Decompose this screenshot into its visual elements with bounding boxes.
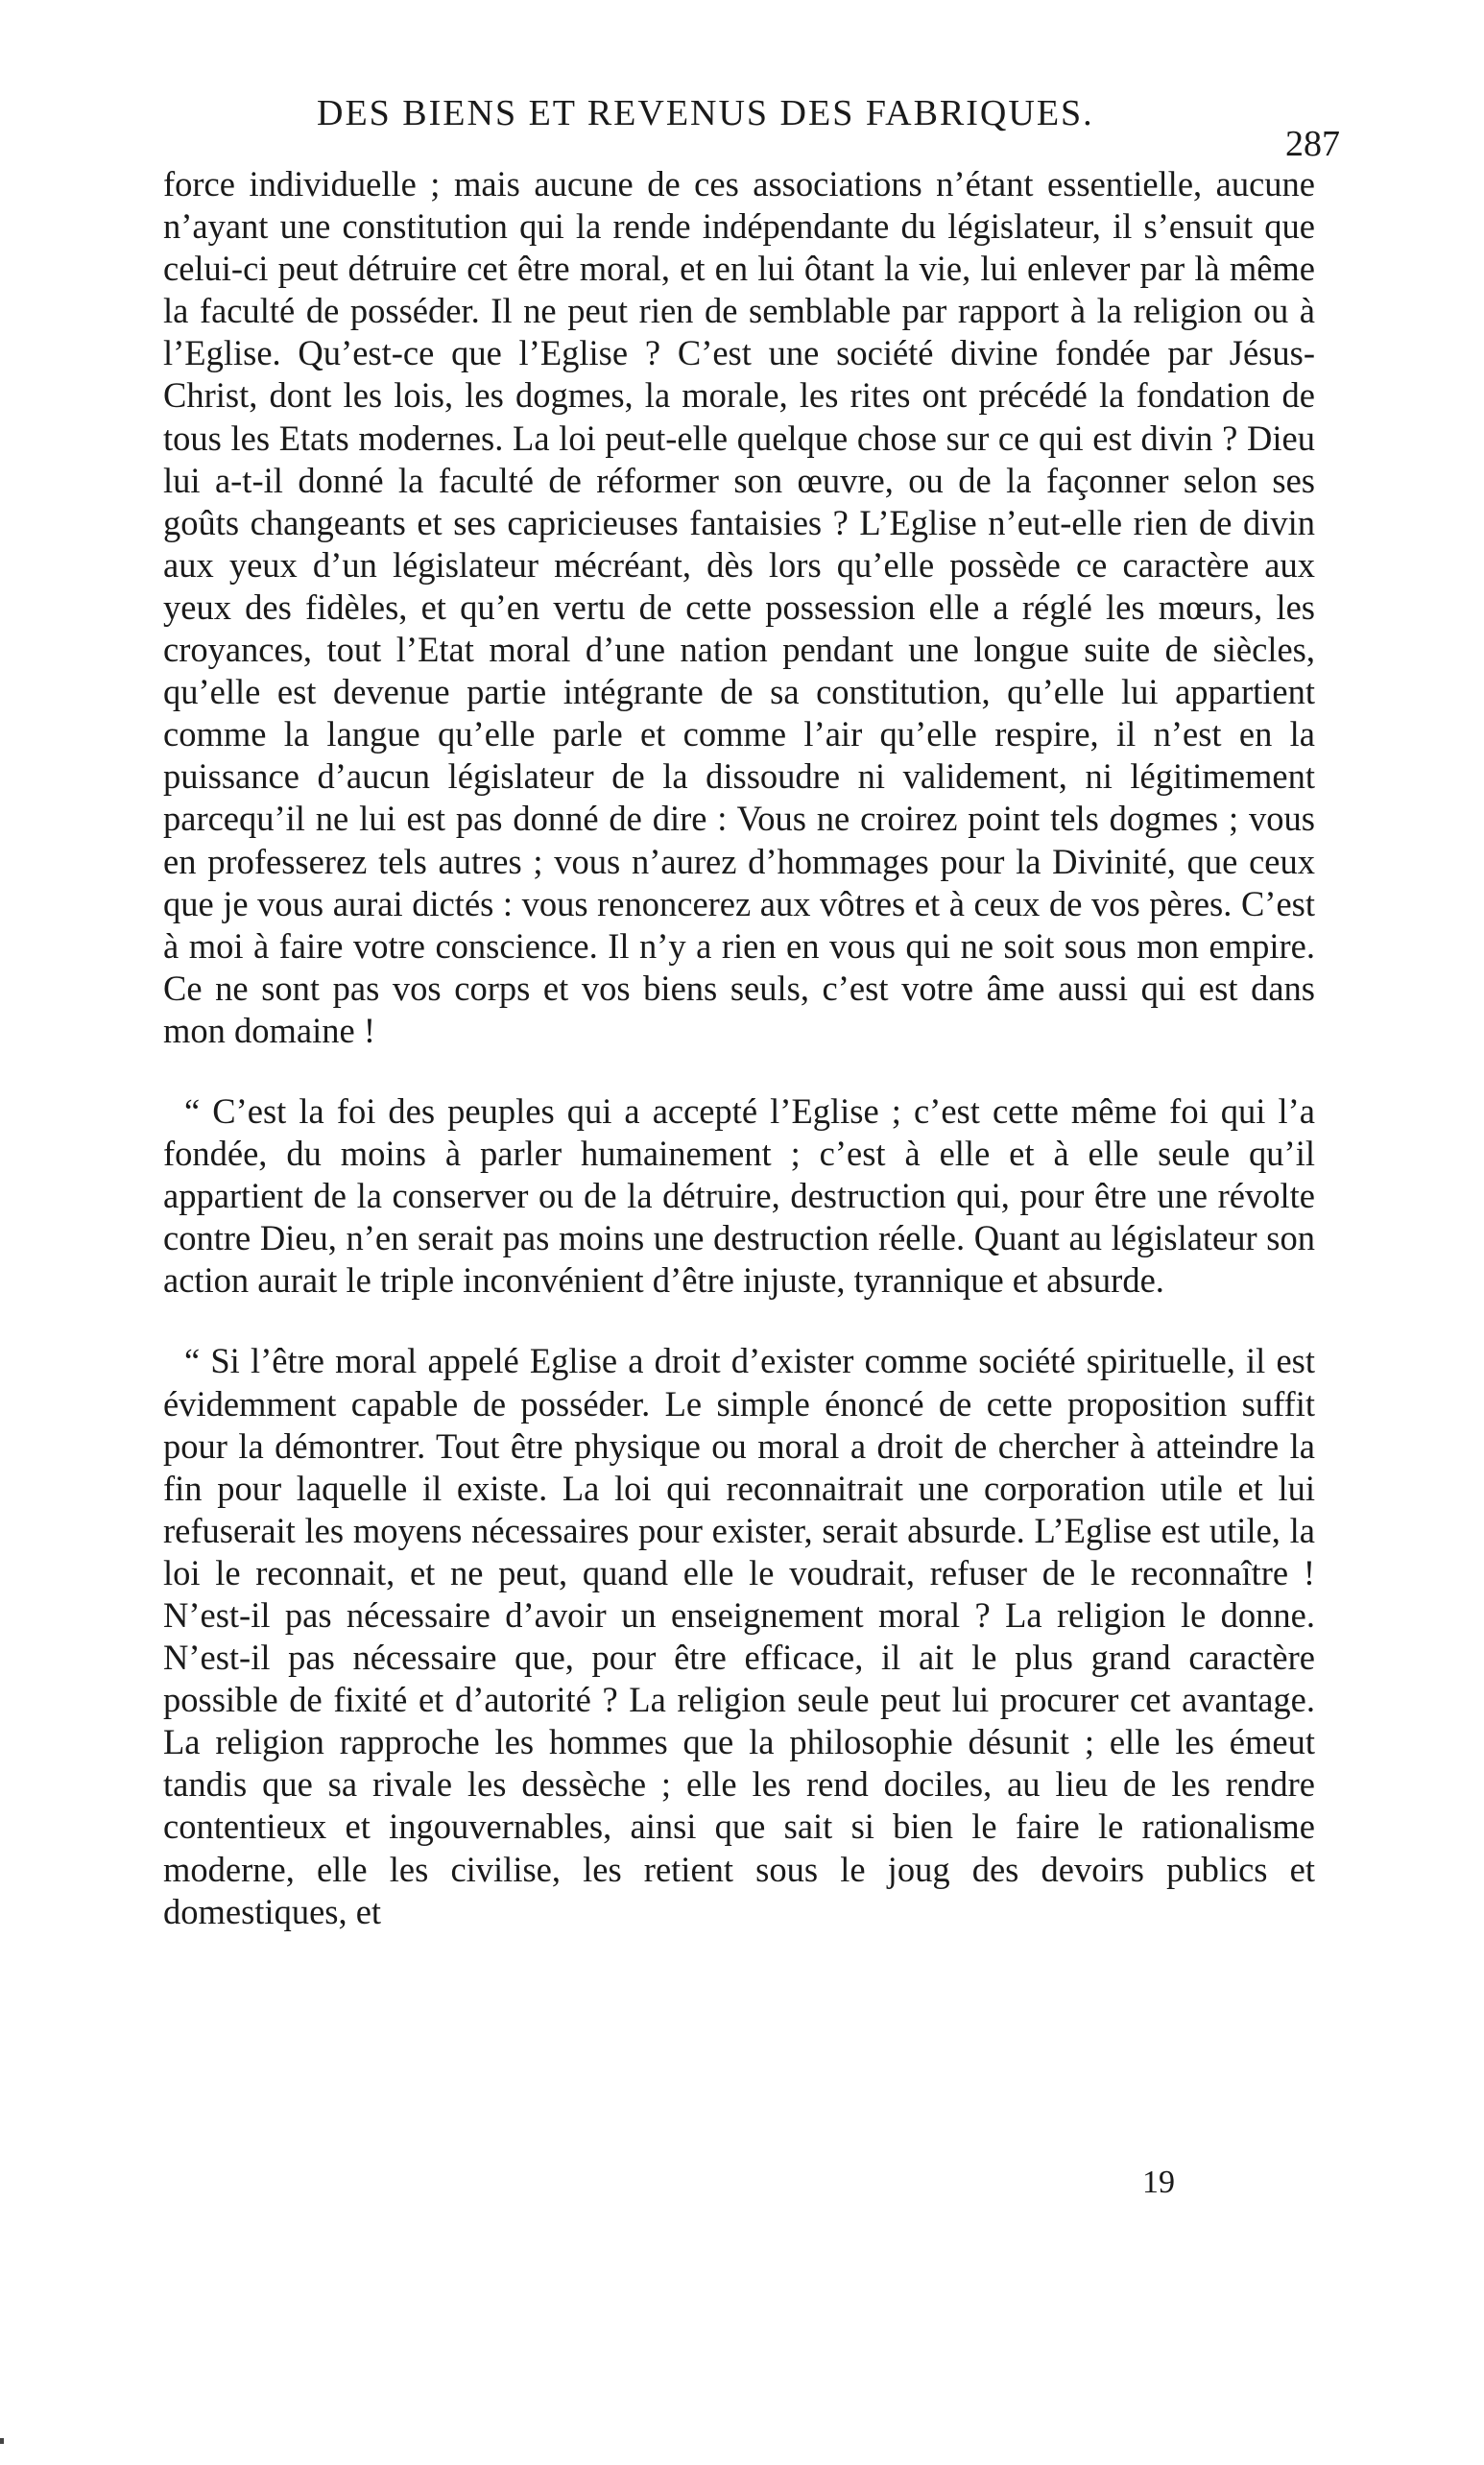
signature-mark: 19 (1142, 2165, 1175, 2200)
paragraph-continuation: force individuelle ; mais aucune de ces associations n’étant essentielle, aucune n’ayant une constitution qui la rende indépendante du législateur, il s’ensuit que celui-ci peut détruire cet être moral, et en lui ôtant la vie, lui enlever par là même la faculté de posséder. Il ne peut rien de semblable par rapport à la religion ou à l’Eglise. Qu’est-ce que l’Eglise ? C’est une société divine fondée par Jésus-Christ, dont les lois, les dogmes, la morale, les rites ont précédé la fondation de tous les Etats modernes. La loi peut-elle quelque chose sur ce qui est divin ? Dieu lui a-t-il donné la faculté de réformer son œuvre, ou de la façonner selon ses goûts changeants et ses capricieuses fantaisies ? L’Eglise n’eut-elle rien de divin aux yeux d’un législateur mécréant, dès lors qu’elle possède ce caractère aux yeux des fidèles, et qu’en vertu de cette possession elle a réglé les mœurs, les croyances, tout l’Etat moral d’une nation pendant une longue suite de siècles, qu’elle est devenue partie intégrante de sa constitution, qu’elle lui appartient comme la langue qu’elle parle et comme l’air qu’elle respire, il n’est en la puissance d’aucun législateur de la dissoudre ni validement, ni légitimement parcequ’il ne lui est pas donné de dire : Vous ne croirez point tels dogmes ; vous en professerez tels autres ; vous n’aurez d’hommages pour la Divinité, que ceux que je vous aurai dictés : vous renoncerez aux vôtres et à ceux de vos pères. C’est à moi à faire votre conscience. Il n’y a rien en vous qui ne soit sous mon empire. Ce ne sont pas vos corps et vos biens seuls, c’est votre âme aussi qui est dans mon domaine ! (163, 164, 1315, 1050)
page-number: 287 (1285, 124, 1340, 164)
paragraph-quote-1: “ C’est la foi des peuples qui a accepté l’Eglise ; c’est cette même foi qui l’a fondée, du moins à parler humainement ; c’est à elle et à elle seule qu’il appartient de la conserver ou de la détruire, destruction qui, pour être une révolte contre Dieu, n’en serait pas moins une destruction réelle. Quant au législateur son action aurait le triple inconvénient d’être injuste, tyrannique et absurde. (163, 1090, 1315, 1301)
running-title: DES BIENS ET REVENUS DES FABRIQUES. (317, 93, 1094, 133)
paragraph-quote-2: “ Si l’être moral appelé Eglise a droit d’exister comme société spirituelle, il est évidemment capable de posséder. Le simple énoncé de cette proposition suffit pour la démontrer. Tout être physique ou moral a droit de chercher à atteindre la fin pour laquelle il existe. La loi qui reconnaitrait une corporation utile et lui refuserait les moyens nécessaires pour exister, serait absurde. L’Eglise est utile, la loi le reconnait, et ne peut, quand elle le voudrait, refuser de le reconnaître ! N’est-il pas nécessaire d’avoir un enseignement moral ? La religion le donne. N’est-il pas nécessaire que, pour être efficace, il ait le plus grand caractère possible de fixité et d’autorité ? La religion seule peut lui procurer cet avantage. La religion rapproche les hommes que la philosophie désunit ; elle les émeut tandis que sa rivale les dessèche ; elle les rend dociles, au lieu de les rendre contentieux et ingouvernables, ainsi que sait si bien le faire le rationalisme moderne, elle les civilise, les retient sous le joug des devoirs publics et domestiques, et (163, 1341, 1315, 1931)
body-text (163, 163, 1315, 1933)
page-edge-mark (0, 2438, 4, 2444)
